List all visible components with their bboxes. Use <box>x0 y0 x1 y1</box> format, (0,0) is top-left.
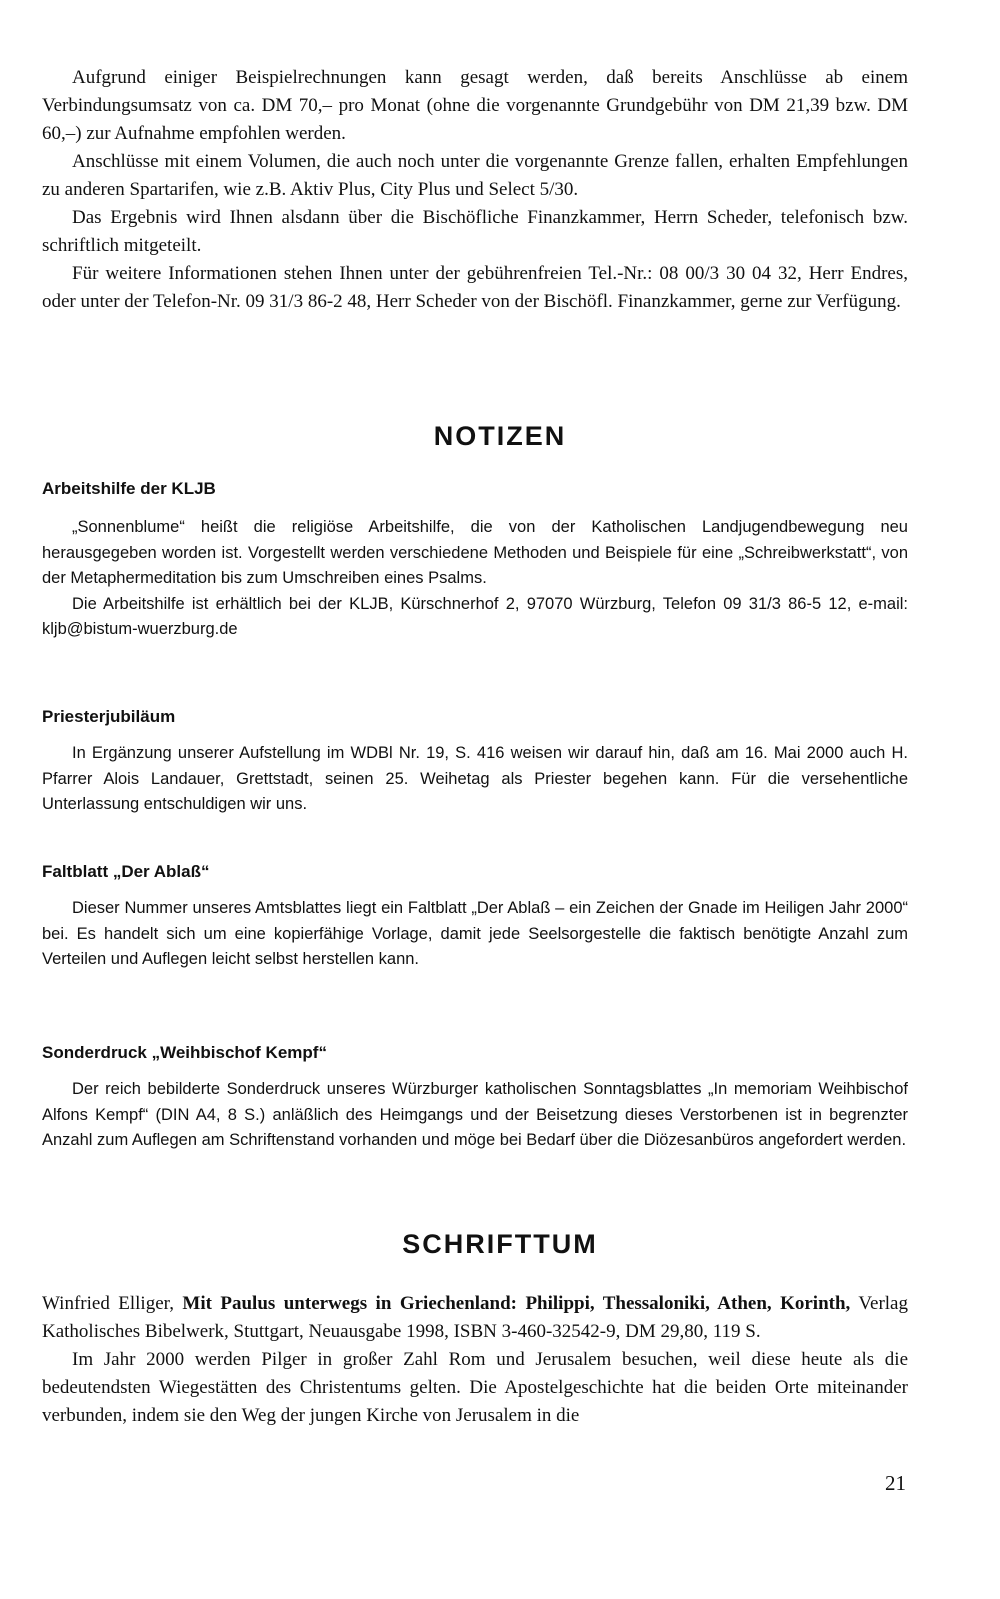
notice-title: Faltblatt „Der Ablaß“ <box>42 862 210 881</box>
notice-faltblatt <box>42 860 908 973</box>
notice-paragraph: „Sonnenblume“ heißt die religiöse Arbeitshilfe, die von der Katholischen Landjugendbewegung neu herausgegeben worden ist. Vorgestellt werden verschiedene Methoden und Beispiele für eine „Schreibwerkstatt“, von der Metaphermeditation bis zum Umschreiben eines Psalms. <box>42 518 908 587</box>
notice-sonderdruck <box>42 1041 908 1154</box>
notice-title: Priesterjubiläum <box>42 707 176 726</box>
intro-section <box>42 64 908 316</box>
intro-paragraph: Anschlüsse mit einem Volumen, die auch noch unter die vorgenannte Grenze fallen, erhalten Empfehlungen zu anderen Spartarifen, wie z.B. Aktiv Plus, City Plus und Select 5/30. <box>42 151 908 200</box>
notice-kljb <box>42 477 908 643</box>
notice-paragraph: In Ergänzung unserer Aufstellung im WDBl Nr. 19, S. 416 weisen wir darauf hin, daß am 16. Mai 2000 auch H. Pfarrer Alois Landauer, Grettstadt, seinen 25. Weihetag als Priester begehen kann. Für die versehentliche Unterlassung entschuldigen wir uns. <box>42 744 908 813</box>
book-author: Winfried Elliger, <box>42 1293 174 1314</box>
notice-priesterjubilaeum <box>42 705 908 818</box>
notice-paragraph: Der reich bebilderte Sonderdruck unseres Würzburger katholischen Sonntagsblattes „In memoriam Weihbischof Alfons Kempf“ (DIN A4, 8 S.) anläßlich des Heimgangs und der Beisetzung dieses Verstorbenen ist in begrenzter Anzahl zum Auflegen am Schriftenstand vorhanden und möge bei Bedarf über die Diözesanbüros angefordert werden. <box>42 1080 908 1149</box>
notice-paragraph: Dieser Nummer unseres Amtsblattes liegt ein Faltblatt „Der Ablaß – ein Zeichen der Gnade im Heiligen Jahr 2000“ bei. Es handelt sich um eine kopierfähige Vorlage, damit jede Seelsorgestelle die faktisch benötigte Anzahl zum Verteilen und Auflegen leicht selbst herstellen kann. <box>42 899 908 968</box>
notizen-heading: NOTIZEN <box>433 421 567 451</box>
notice-title: Arbeitshilfe der KLJB <box>42 479 216 498</box>
book-reference <box>42 1290 908 1346</box>
page-number: 21 <box>885 1471 906 1495</box>
book-title: Mit Paulus unterwegs in Griechenland: Philippi, Thessaloniki, Athen, Korinth, <box>182 1293 851 1314</box>
intro-paragraph: Das Ergebnis wird Ihnen alsdann über die Bischöfliche Finanzkammer, Herrn Scheder, telefonisch bzw. schriftlich mitgeteilt. <box>42 207 908 256</box>
schrifttum-paragraph: Im Jahr 2000 werden Pilger in großer Zahl Rom und Jerusalem besuchen, weil diese heute als die bedeutendsten Wiegestätten des Christentums gelten. Die Apostelgeschichte hat die beiden Orte miteinander verbunden, indem sie den Weg der jungen Kirche von Jerusalem in die <box>42 1349 908 1426</box>
notice-paragraph: Die Arbeitshilfe ist erhältlich bei der KLJB, Kürschnerhof 2, 97070 Würzburg, Telefon 09 31/3 86-5 12, e-mail: kljb@bistum-wuerzburg.de <box>42 594 908 638</box>
schrifttum-heading: SCHRIFTTUM <box>402 1229 598 1259</box>
schrifttum-section <box>42 1290 908 1430</box>
intro-paragraph: Für weitere Informationen stehen Ihnen unter der gebührenfreien Tel.-Nr.: 08 00/3 30 04 32, Herr Endres, oder unter der Telefon-Nr. 09 31/3 86-2 48, Herr Scheder von der Bischöfl. Finanzkammer, gerne zur Verfügung. <box>42 263 908 312</box>
intro-paragraph: Aufgrund einiger Beispielrechnungen kann gesagt werden, daß bereits Anschlüsse ab einem Verbindungsumsatz von ca. DM 70,– pro Monat (ohne die vorgenannte Grundgebühr von DM 21,39 bzw. DM 60,–) zur Aufnahme empfohlen werden. <box>42 67 908 144</box>
book-details: Verlag Katholisches Bibelwerk, Stuttgart, Neuausgabe 1998, ISBN 3-460-32542-9, DM 29,80, 119 S. <box>42 1293 908 1342</box>
notice-title: Sonderdruck „Weihbischof Kempf“ <box>42 1043 327 1062</box>
